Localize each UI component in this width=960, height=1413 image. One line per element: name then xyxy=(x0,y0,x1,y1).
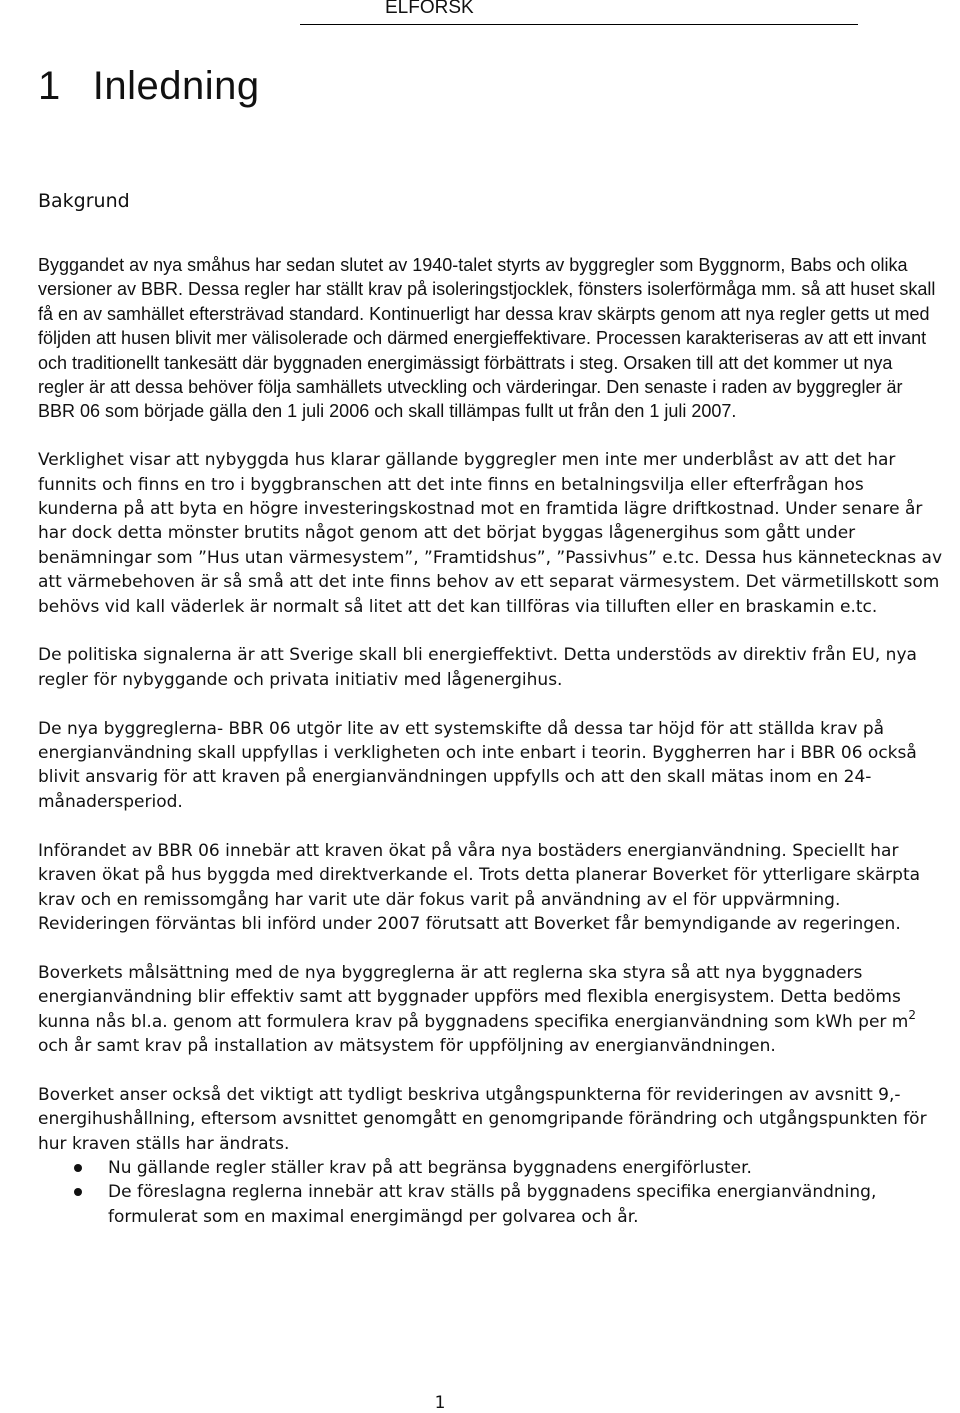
chapter-title-text: Inledning xyxy=(92,64,260,108)
list-item-text: Nu gällande regler ställer krav på att begränsa byggnadens energiförluster. xyxy=(108,1157,752,1178)
paragraph: Byggandet av nya småhus har sedan slutet av 1940-talet styrts av byggregler som Byggnorm, Babs och olika versioner av BBR. Dessa regler har ställt krav på isoleringstjocklek, fönsters isolerförmåga mm. så att huset skall få en av samhället eftersträvad standard. Kontinuerligt har dessa krav skärpts genom att nya regler getts ut med följden att husen blivit mer välisolerade och därmed energieffektivare. Processen karakteriseras av att ett invant och traditionellt tankesätt där byggnaden energimässigt förbättrats i steg. Orsaken till att det kommer ut nya regler är att dessa behöver följa samhällets utveckling och värderingar. Den senaste i raden av byggregler är BBR 06 som började gälla den 1 juli 2006 och skall tillämpas fullt ut från den 1 juli 2007. xyxy=(38,255,936,422)
paragraph xyxy=(38,961,943,1059)
paragraph: Boverket anser också det viktigt att tydligt beskriva utgångspunkterna för revideringen av avsnitt 9,- energihushållning, eftersom avsnittet genomgått en genomgripande förändring och utgångspunkten för hur kraven ställs har ändrats. xyxy=(38,1084,927,1154)
superscript: 2 xyxy=(908,1007,916,1022)
paragraph: De nya byggreglerna- BBR 06 utgör lite av ett systemskifte då dessa tar höjd för att ställda krav på energianvändning skall uppfyllas i verkligheten och inte enbart i teorin. Byggherren har i BBR 06 också blivit ansvarig för att kraven på energianvändningen uppfylls och att den skall mätas inom en 24- månadersperiod. xyxy=(38,718,917,812)
body-text xyxy=(38,253,943,1229)
paragraph: Verklighet visar att nybyggda hus klarar gällande byggregler men inte mer underblåst av att det har funnits och finns en tro i byggbranschen att det inte finns en betalningsvilja eller efterfrågan hos kunderna på att byta en högre investeringskostnad mot en framtida lägre driftkostnad. Under senare år har dock detta mönster brutits något genom att det börjat byggas lågenergihus som gått under benämningar som ”Hus utan värmesystem”, ”Framtidshus”, ”Passivhus” e.tc. Dessa hus kännetecknas av att värmebehoven är så små att det inte finns behov av ett separat värmesystem. Det värmetillskott som behövs vid kall väderlek är normalt så litet att det kan tillföras via tilluften eller en braskamin e.tc. xyxy=(38,450,943,617)
chapter-title xyxy=(38,64,260,109)
paragraph: Införandet av BBR 06 innebär att kraven ökat på våra nya bostäders energianvändning. Speciellt har kraven ökat på hus byggda med direktverkande el. Trots detta planerar Boverket för ytterligare skärpta krav och en remissomgång har varit ute där fokus varit på användning av el för uppvärmning. Revideringen förväntas bli införd under 2007 förutsatt att Boverket får bemyndigande av regeringen. xyxy=(38,840,921,934)
list-item xyxy=(38,1156,943,1180)
bullet-list xyxy=(38,1156,943,1229)
list-item xyxy=(38,1180,943,1229)
paragraph-text: och år samt krav på installation av mätsystem för uppföljning av energianvändningen. xyxy=(38,1035,776,1056)
page-header xyxy=(300,0,858,25)
list-item-text: De föreslagna reglerna innebär att krav ställs på byggnadens specifika energianvändning, formulerat som en maximal energimängd per golvarea och år. xyxy=(108,1182,877,1227)
paragraph: De politiska signalerna är att Sverige skall bli energieffektivt. Detta understöds av direktiv från EU, nya regler för nybyggande och privata initiativ med lågenergihus. xyxy=(38,645,917,690)
section-heading: Bakgrund xyxy=(38,190,130,212)
bullet-icon xyxy=(74,1164,82,1172)
chapter-number: 1 xyxy=(38,64,61,108)
paragraph-text: Boverkets målsättning med de nya byggreglerna är att reglerna ska styra så att nya byggnaders energianvändning blir effektiv samt att byggnader uppförs med flexibla energisystem. Detta bedöms kunna nås bl.a. genom att formulera krav på byggnadens specifika energianvändning som kWh per m xyxy=(38,962,909,1032)
page-number: 1 xyxy=(434,1393,446,1413)
bullet-icon xyxy=(74,1188,82,1196)
header-org: ELFORSK xyxy=(385,0,474,18)
